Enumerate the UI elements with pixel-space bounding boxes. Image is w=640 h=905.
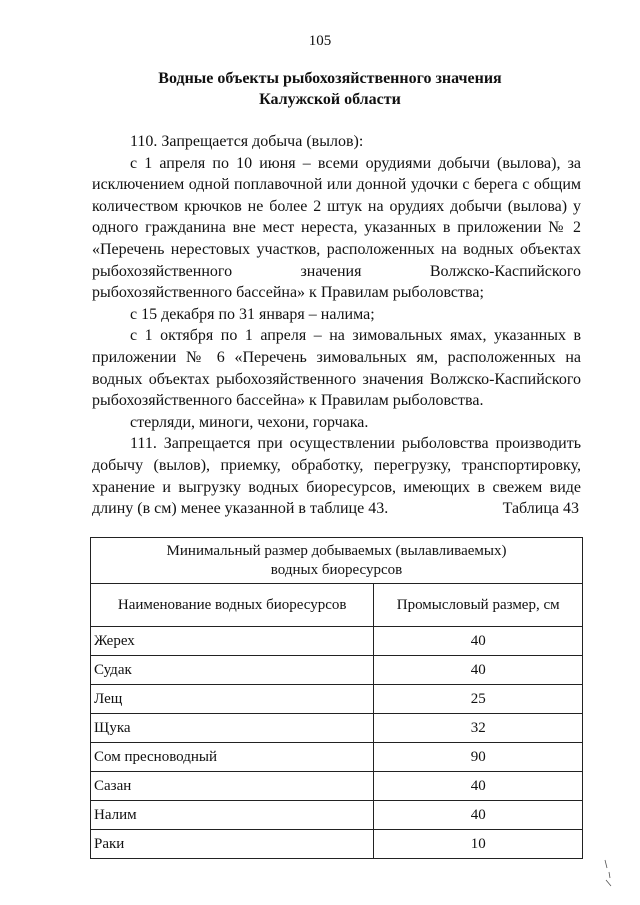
min-size-cell: 40 [374,656,583,685]
species-name-cell: Налим [91,801,374,830]
min-size-cell: 32 [374,714,583,743]
table-caption: Таблица 43 [502,500,579,517]
table-row [91,830,583,859]
paragraph-ban-wintering-pits: с 1 октября по 1 апреля – на зимовальных ямах, указанных в приложении № 6 «Перечень зимовальных ям, расположенных на водных объектах рыбохозяйственного значения Волжско-Каспийского рыбохозяйственного бассейна» к Правилам рыболовства. [92,327,581,410]
table-title-line-2: водных биоресурсов [270,561,403,578]
table-title [91,538,583,584]
paragraph-ban-april-june: с 1 апреля по 10 июня – всеми орудиями добычи (вылова), за исключением одной поплавочной или донной удочки с берега с общим количеством крючков не более 2 штук на орудиях добычи (вылова) у одного гражданина вне мест нереста, указанных в приложении № 2 «Перечень нерестовых участков, расположенных на водных объектах рыбохозяйственного значения Волжско-Каспийского рыбохозяйственного бассейна» к Правилам рыболовства; [92,154,581,302]
table-row [91,685,583,714]
size-table-wrapper [90,537,583,859]
document-heading [100,68,560,110]
table-row [91,627,583,656]
species-name-cell: Раки [91,830,374,859]
min-size-cell: 40 [374,801,583,830]
table-title-line-1: Минимальный размер добываемых (вылавливаемых) [166,542,507,559]
paragraph-species-list: стерляди, миноги, чехони, горчака. [130,413,369,431]
table-row [91,743,583,772]
body-text [92,131,581,520]
species-name-cell: Жерех [91,627,374,656]
min-size-cell: 25 [374,685,583,714]
paragraph-111: 111. Запрещается при осуществлении рыболовства производить добычу (вылов), приемку, обработку, перегрузку, транспортировку, хранение и выгрузку водных биоресурсов, имеющих в свежем виде длину (в см) менее указанной в таблице 43. [92,435,581,518]
species-name-cell: Сом пресноводный [91,743,374,772]
table-header-row [91,584,583,627]
scan-artifact-mark [603,858,613,888]
table-row [91,801,583,830]
table-title-row [91,538,583,584]
page-number: 105 [308,33,332,49]
table-row [91,714,583,743]
paragraph-110-intro: 110. Запрещается добыча (вылов): [130,133,364,150]
table-row [91,656,583,685]
species-name-cell: Щука [91,714,374,743]
column-header-name: Наименование водных биоресурсов [91,584,374,627]
min-size-cell: 90 [374,743,583,772]
table-body [91,627,583,859]
min-size-cell: 40 [374,772,583,801]
heading-line-2: Калужской области [259,91,401,108]
heading-line-1: Водные объекты рыбохозяйственного значения [158,70,502,87]
table-row [91,772,583,801]
min-size-cell: 10 [374,830,583,859]
species-name-cell: Лещ [91,685,374,714]
size-table [90,537,583,859]
paragraph-ban-burbot: с 15 декабря по 31 января – налима; [130,305,375,323]
species-name-cell: Сазан [91,772,374,801]
column-header-size: Промысловый размер, см [374,584,583,627]
min-size-cell: 40 [374,627,583,656]
species-name-cell: Судак [91,656,374,685]
